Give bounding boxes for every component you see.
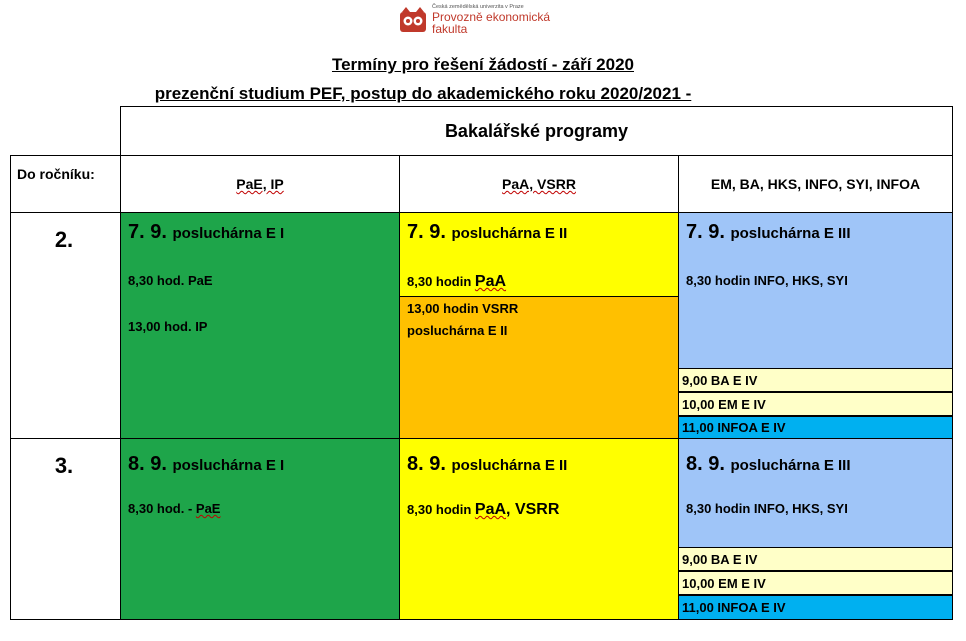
column-header-1-label: PaE, IP <box>236 176 284 192</box>
column-header-3: EM, BA, HKS, INFO, SYI, INFOA <box>678 155 953 213</box>
row-header: Do ročníku: <box>10 155 121 213</box>
date: 7. 9. <box>686 221 725 243</box>
schedule-cell <box>399 296 679 439</box>
schedule-cell <box>120 212 400 439</box>
date-heading <box>128 453 284 476</box>
date-heading <box>128 221 284 244</box>
year-cell <box>10 438 121 620</box>
room: posluchárna E III <box>730 225 851 242</box>
room: posluchárna E I <box>172 457 285 474</box>
time-text: 8,30 hodin <box>407 502 472 517</box>
schedule-cell <box>678 438 953 548</box>
program-text: PaE <box>195 501 221 516</box>
room: posluchárna E I <box>172 225 285 242</box>
program-text: PaA <box>474 501 507 518</box>
schedule-cell <box>120 438 400 620</box>
schedule-cell <box>399 438 679 620</box>
faculty-logo <box>398 4 550 36</box>
owl-logo-icon <box>398 6 428 36</box>
date: 8. 9. <box>686 453 725 475</box>
date-heading <box>686 221 851 244</box>
time-line <box>128 501 220 516</box>
time-line: 8,30 hodin INFO, HKS, SYI <box>686 273 848 288</box>
time-line <box>407 273 506 291</box>
logo-university: Česká zemědělská univerzita v Praze <box>432 4 524 10</box>
page-subtitle: prezenční studium PEF, postup do akademického roku 2020/2021 - <box>154 84 692 103</box>
date: 8. 9. <box>128 453 167 475</box>
date-heading <box>407 453 567 476</box>
schedule-bar: 10,00 EM E IV <box>678 392 953 416</box>
date: 8. 9. <box>407 453 446 475</box>
group-header: Bakalářské programy <box>120 106 953 156</box>
room-line: posluchárna E II <box>407 323 508 338</box>
date-heading <box>686 453 851 476</box>
time-text: 8,30 hod. - <box>128 501 196 516</box>
date: 7. 9. <box>407 221 446 243</box>
column-header-1 <box>120 155 400 213</box>
year-cell <box>10 212 121 439</box>
column-header-2 <box>399 155 679 213</box>
year-label: 3. <box>54 453 74 478</box>
logo-faculty-line2: fakulta <box>432 22 468 36</box>
room: posluchárna E II <box>451 225 568 242</box>
time-text: 8,30 hod. PaE <box>128 273 213 288</box>
column-header-2-label: PaA, VSRR <box>502 176 576 192</box>
schedule-bar: 10,00 EM E IV <box>678 571 953 595</box>
time-line: 8,30 hodin INFO, HKS, SYI <box>686 501 848 516</box>
schedule-cell <box>678 212 953 369</box>
room: posluchárna E III <box>730 457 851 474</box>
program-text: PaA <box>474 273 507 290</box>
schedule-bar: 11,00 INFOA E IV <box>678 595 953 620</box>
time-line <box>128 273 213 288</box>
room: posluchárna E II <box>451 457 568 474</box>
schedule-bar: 9,00 BA E IV <box>678 368 953 392</box>
time-line: 13,00 hodin VSRR <box>407 301 519 316</box>
page-title: Termíny pro řešení žádostí - září 2020 <box>331 55 634 74</box>
logo-faculty-line1: Provozně ekonomická <box>432 10 551 24</box>
schedule-bar: 11,00 INFOA E IV <box>678 416 953 439</box>
schedule-bar: 9,00 BA E IV <box>678 547 953 571</box>
year-label: 2. <box>54 227 74 252</box>
time-line <box>407 501 559 519</box>
time-line: 13,00 hod. IP <box>128 319 208 334</box>
date: 7. 9. <box>128 221 167 243</box>
program-rest: , VSRR <box>506 501 560 518</box>
schedule-cell <box>399 212 679 297</box>
date-heading <box>407 221 567 244</box>
time-text: 8,30 hodin <box>407 274 472 289</box>
